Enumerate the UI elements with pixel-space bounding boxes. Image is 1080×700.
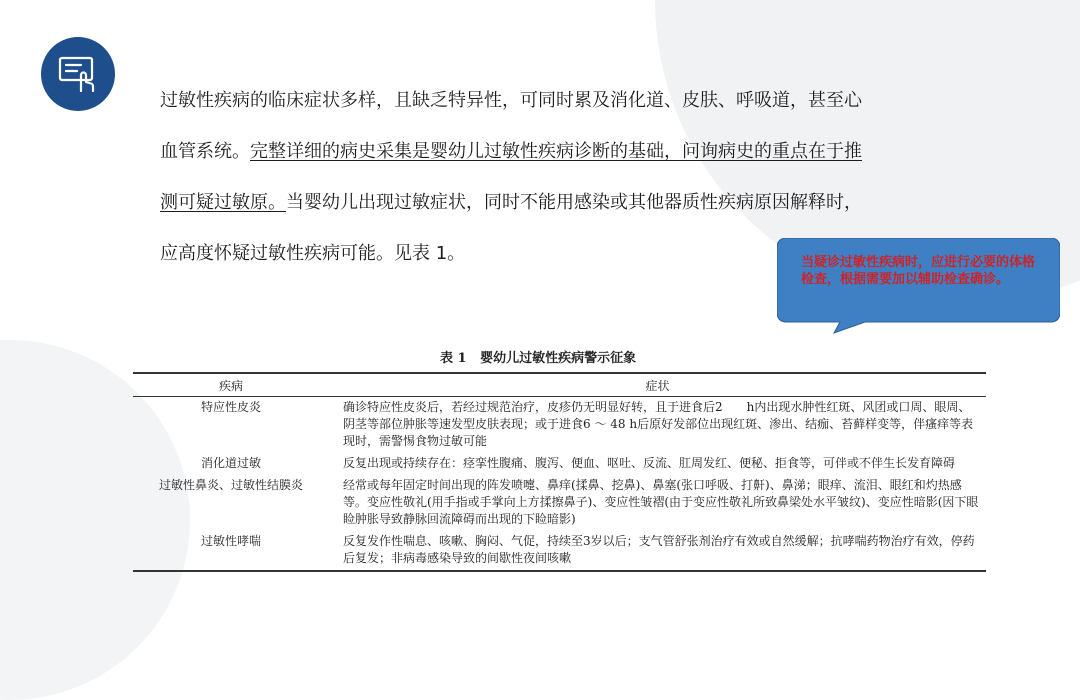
disease-cell: 特应性皮炎 (200, 400, 261, 414)
underlined-text: 测可疑过敏原。 (160, 192, 286, 213)
table-row (133, 531, 986, 571)
table-header-row (133, 373, 986, 397)
symptoms-cell: 确诊特应性皮炎后，若经过规范治疗，皮疹仍无明显好转，且于进食后2 h内出现水肿性红斑、风团或口周、眼周、阴茎等部位肿胀等速发型皮肤表现；或于进食6 ～ 48 h后原好发部位出现红斑、渗出、结痂、苔藓样变等，伴瘙痒等表现时，需警惕食物过敏可能 (343, 400, 974, 448)
disease-cell: 消化道过敏 (200, 456, 261, 470)
table-caption (440, 347, 636, 366)
paragraph-line-2 (160, 126, 960, 177)
speech-bubble-shape (777, 238, 1060, 338)
table-number: 表 1 (440, 351, 467, 366)
symptoms-cell: 反复出现或持续存在：痉挛性腹痛、腹泻、便血、呕吐、反流、肛周发红、便秘、拒食等，可伴或不伴生长发育障碍 (343, 456, 956, 470)
table-row (133, 453, 986, 475)
paragraph-line-3 (160, 177, 960, 228)
header-symptoms: 症状 (329, 373, 986, 397)
table-row (133, 397, 986, 454)
callout-bubble (777, 238, 1060, 324)
logo-badge (41, 37, 115, 111)
presentation-touch-icon (57, 53, 99, 95)
underlined-text: 完整详细的病史采集是婴幼儿过敏性疾病诊断的基础，问询病史的重点在于推 (250, 141, 862, 162)
table-title: 婴幼儿过敏性疾病警示征象 (480, 351, 637, 366)
callout-text: 当疑诊过敏性疾病时，应进行必要的体格检查，根据需要加以辅助检查确诊。 (801, 255, 1036, 287)
paragraph-line-1: 过敏性疾病的临床症状多样，且缺乏特异性，可同时累及消化道、皮肤、呼吸道，甚至心 (160, 90, 862, 111)
disease-cell: 过敏性哮喘 (133, 531, 329, 571)
paragraph-line-4: 应高度怀疑过敏性疾病可能。见表 1。 (160, 243, 466, 264)
table-row (133, 475, 986, 531)
symptoms-cell: 反复发作性喘息、咳嗽、胸闷、气促，持续至3岁以后；支气管舒张剂治疗有效或自然缓解；抗哮喘药物治疗有效，停药后复发；非病毒感染导致的间歇性夜间咳嗽 (329, 531, 986, 571)
symptoms-cell: 经常或每年固定时间出现的阵发喷嚏、鼻痒(揉鼻、挖鼻)、鼻塞(张口呼吸、打鼾)、鼻涕；眼痒、流泪、眼红和灼热感等。变应性敬礼(用手指或手掌向上方揉擦鼻子)、变应性皱褶(由于变应性敬礼所致鼻梁处水平皱纹)、变应性暗影(因下眼睑肿胀导致静脉回流障碍而出现的下睑暗影) (343, 478, 979, 526)
paragraph-text: 血管系统。 (160, 141, 250, 162)
paragraph-text: 当婴幼儿出现过敏症状，同时不能用感染或其他器质性疾病原因解释时， (286, 192, 862, 213)
warning-signs-table (133, 372, 986, 572)
disease-cell: 过敏性鼻炎、过敏性结膜炎 (158, 478, 303, 492)
header-disease: 疾病 (133, 373, 329, 397)
